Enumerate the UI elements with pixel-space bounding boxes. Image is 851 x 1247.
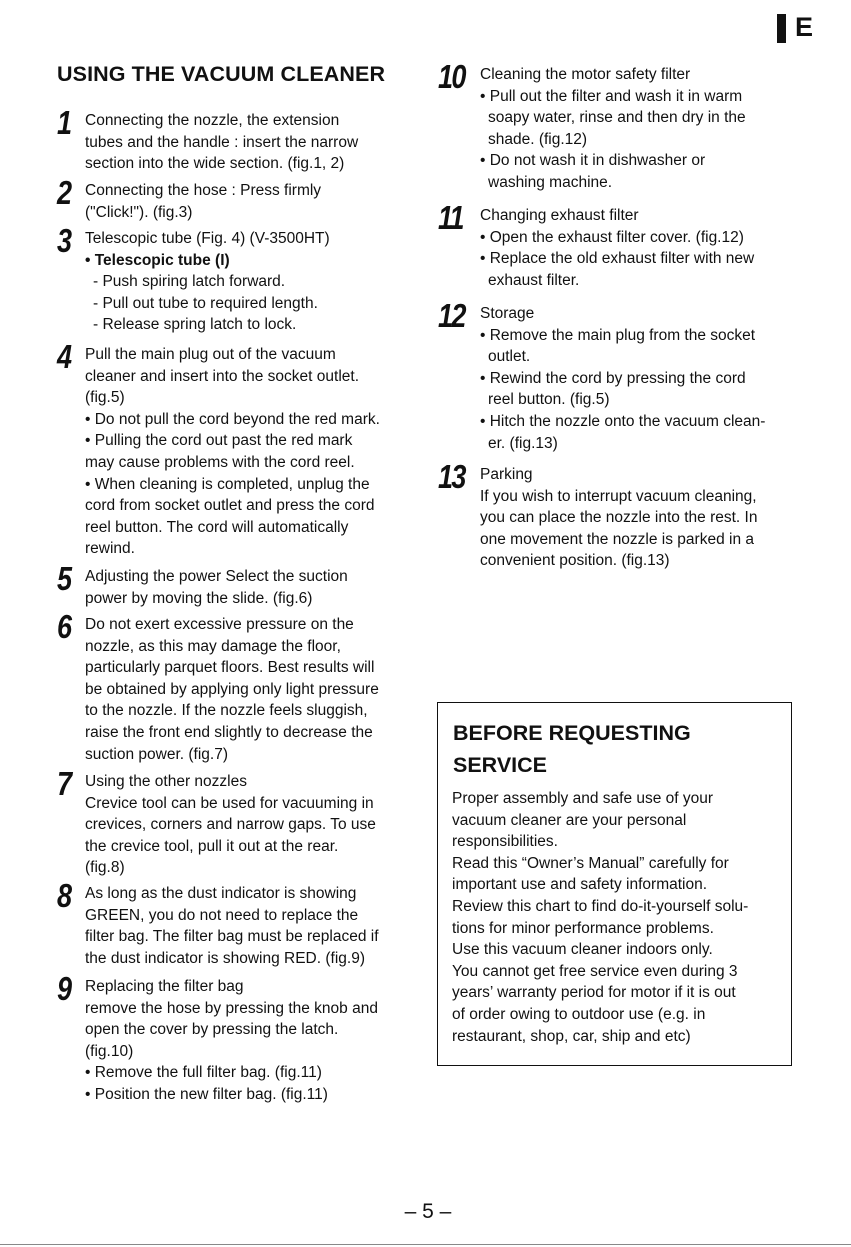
step-line: reel button. The cord will automatically <box>85 518 349 536</box>
service-box-line: restaurant, shop, car, ship and etc) <box>452 1027 691 1045</box>
step-line: power by moving the slide. (fig.6) <box>85 589 313 607</box>
step-line: shade. (fig.12) <box>488 130 588 148</box>
step-line: Do not exert excessive pressure on the <box>85 616 354 633</box>
step-line: • Remove the main plug from the socket <box>480 326 756 344</box>
step-line: outlet. <box>488 348 531 366</box>
step-line: • Do not pull the cord beyond the red mark. <box>85 410 380 428</box>
page-number: – 5 – <box>404 1200 452 1223</box>
step-line: • Position the new filter bag. (fig.11) <box>85 1085 328 1103</box>
step-line: to the nozzle. If the nozzle feels sluggish, <box>85 702 368 720</box>
step-line: Replacing the filter bag <box>85 978 244 995</box>
service-box-line: years’ warranty period for motor if it is out <box>452 984 736 1002</box>
step-line: exhaust filter. <box>488 271 580 289</box>
step-line: be obtained by applying only light pressure <box>85 680 379 698</box>
section-title: USING THE VACUUM CLEANER <box>57 62 386 86</box>
step-line: (fig.10) <box>85 1042 134 1060</box>
step-line: If you wish to interrupt vacuum cleaning, <box>480 487 757 505</box>
service-box-line: important use and safety information. <box>452 876 708 894</box>
step-line: one movement the nozzle is parked in a <box>480 530 754 548</box>
step-number: 13 <box>438 458 465 495</box>
step-number: 4 <box>57 338 71 375</box>
step-line: As long as the dust indicator is showing <box>85 885 357 902</box>
step-line: Cleaning the motor safety filter <box>480 66 691 83</box>
step-number: 12 <box>438 297 465 334</box>
step-number: 9 <box>57 970 71 1007</box>
step-line: Parking <box>480 466 533 483</box>
service-box-title-line: BEFORE REQUESTING <box>453 721 691 745</box>
step-line: • Pulling the cord out past the red mark <box>85 432 353 450</box>
bottom-rule <box>0 1244 851 1245</box>
service-box-line: Proper assembly and safe use of your <box>452 790 714 807</box>
step-line: reel button. (fig.5) <box>488 391 610 409</box>
step-line: rewind. <box>85 540 135 558</box>
step-line: • Pull out the filter and wash it in warm <box>480 87 743 105</box>
step-line: washing machine. <box>488 173 613 191</box>
step-number: 11 <box>438 199 463 236</box>
step-line: tubes and the handle : insert the narrow <box>85 133 359 151</box>
step-line: nozzle, as this may damage the floor, <box>85 637 341 655</box>
step-line: soapy water, rinse and then dry in the <box>488 109 746 127</box>
step-number: 1 <box>57 104 71 141</box>
step-line: crevices, corners and narrow gaps. To use <box>85 816 376 834</box>
service-box-line: You cannot get free service even during 3 <box>452 962 738 980</box>
step-line: • Hitch the nozzle onto the vacuum clean- <box>480 412 766 430</box>
step-line: the dust indicator is showing RED. (fig.9) <box>85 949 365 967</box>
step-line: - Pull out tube to required length. <box>93 294 318 312</box>
step-line: ("Click!"). (fig.3) <box>85 203 193 221</box>
step-line: Storage <box>480 305 535 322</box>
step-number: 6 <box>57 608 71 645</box>
step-number: 3 <box>57 222 71 259</box>
step-line: Connecting the hose : Press firmly <box>85 182 322 199</box>
before-requesting-service-box <box>437 702 792 1066</box>
step-line: Pull the main plug out of the vacuum <box>85 346 336 363</box>
step-line: • Replace the old exhaust filter with new <box>480 250 755 268</box>
step-line: - Release spring latch to lock. <box>93 316 297 334</box>
language-tab-bar <box>777 14 786 43</box>
step-line: - Push spiring latch forward. <box>93 273 286 291</box>
step-line: Adjusting the power Select the suction <box>85 568 348 585</box>
service-box-line: Review this chart to find do-it-yourself solu- <box>452 897 749 915</box>
service-box-line: responsibilities. <box>452 833 558 851</box>
step-line: filter bag. The filter bag must be replaced if <box>85 928 379 946</box>
service-box-body <box>452 788 748 1047</box>
step-line: (fig.8) <box>85 859 125 877</box>
step-line: • Rewind the cord by pressing the cord <box>480 369 746 387</box>
step-line: • Remove the full filter bag. (fig.11) <box>85 1064 322 1082</box>
step-line: suction power. (fig.7) <box>85 745 229 763</box>
step-line: may cause problems with the cord reel. <box>85 453 355 471</box>
step-line: Crevice tool can be used for vacuuming in <box>85 794 374 812</box>
step-subheading: • Telescopic tube (I) <box>85 251 230 269</box>
step-line: • Open the exhaust filter cover. (fig.12) <box>480 228 744 246</box>
step-line: Using the other nozzles <box>85 773 247 790</box>
step-line: raise the front end slightly to decrease the <box>85 723 373 741</box>
service-box-line: of order owing to outdoor use (e.g. in <box>452 1005 706 1023</box>
step-line: cord from socket outlet and press the cord <box>85 497 375 515</box>
step-line: open the cover by pressing the latch. <box>85 1021 339 1039</box>
service-box-line: Read this “Owner’s Manual” carefully for <box>452 854 729 872</box>
step-line: remove the hose by pressing the knob and <box>85 999 378 1017</box>
step-line: you can place the nozzle into the rest. In <box>480 509 758 527</box>
step-number: 7 <box>57 765 71 802</box>
step-line: section into the wide section. (fig.1, 2) <box>85 155 345 173</box>
step-number: 2 <box>57 174 71 211</box>
step-line: convenient position. (fig.13) <box>480 552 670 570</box>
service-box-line: tions for minor performance problems. <box>452 919 714 937</box>
step-line: GREEN, you do not need to replace the <box>85 906 359 924</box>
step-number: 8 <box>57 877 71 914</box>
step-number: 10 <box>438 58 465 95</box>
service-box-title <box>453 717 691 781</box>
service-box-line: vacuum cleaner are your personal <box>452 811 687 829</box>
step-line: • When cleaning is completed, unplug the <box>85 475 370 493</box>
step-number: 5 <box>57 560 71 597</box>
step-line: cleaner and insert into the socket outlet. <box>85 367 359 385</box>
language-tab-letter: E <box>795 12 814 42</box>
step-line: (fig.5) <box>85 389 125 407</box>
service-box-line: Use this vacuum cleaner indoors only. <box>452 941 713 959</box>
step-line: Telescopic tube (Fig. 4) (V-3500HT) <box>85 230 330 247</box>
step-line: er. (fig.13) <box>488 434 558 452</box>
step-line: the crevice tool, pull it out at the rear. <box>85 837 339 855</box>
step-line: particularly parquet floors. Best results will <box>85 659 375 677</box>
service-box-title-line: SERVICE <box>453 753 547 777</box>
step-line: Connecting the nozzle, the extension <box>85 112 340 129</box>
step-line: Changing exhaust filter <box>480 207 639 224</box>
step-line: • Do not wash it in dishwasher or <box>480 152 706 170</box>
